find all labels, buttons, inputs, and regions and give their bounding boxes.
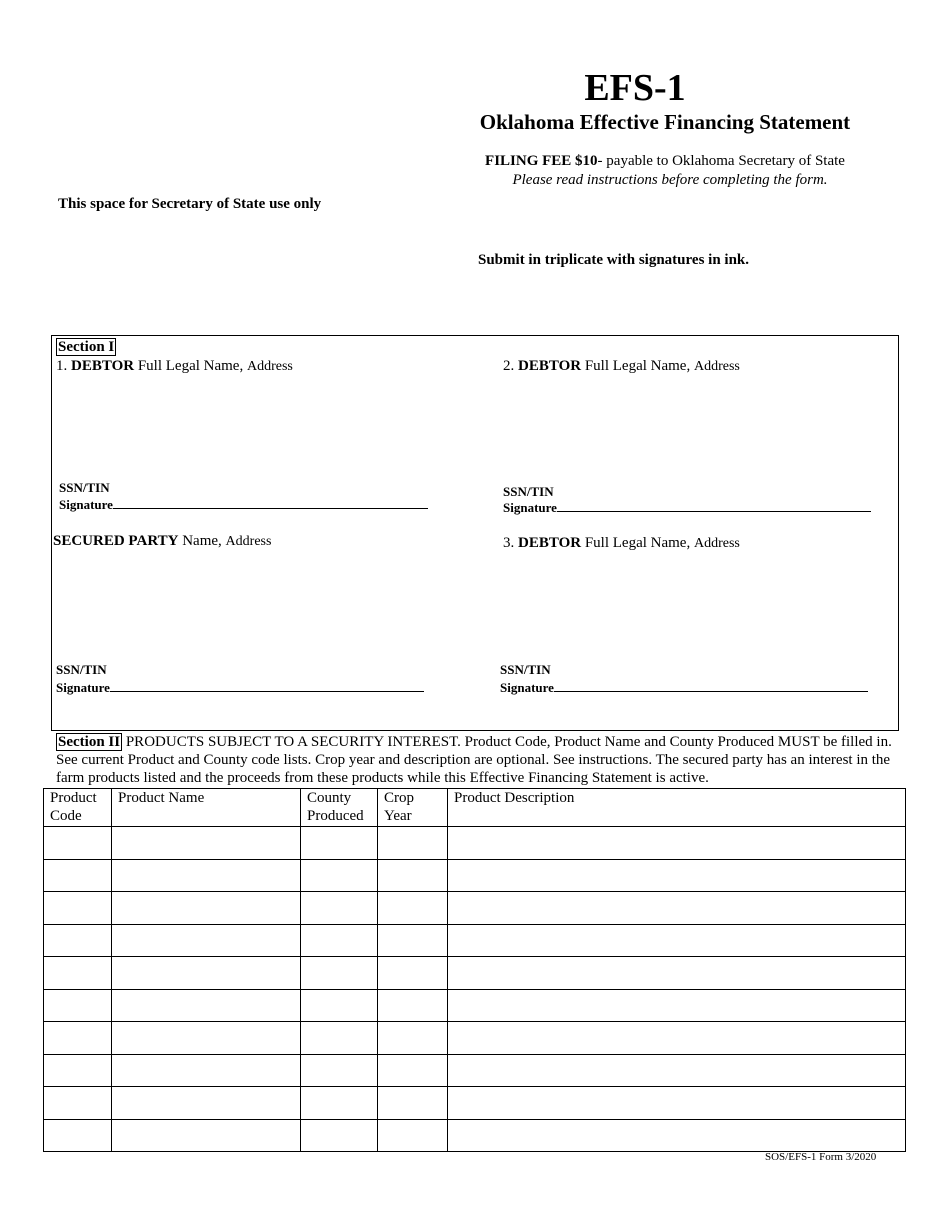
product-name-cell[interactable]	[112, 827, 301, 860]
product-description-cell[interactable]	[448, 1054, 906, 1087]
col-crop-year: Crop Year	[378, 789, 448, 827]
crop-year-cell[interactable]	[378, 1022, 448, 1055]
product-name-cell[interactable]	[112, 892, 301, 925]
crop-year-cell[interactable]	[378, 859, 448, 892]
table-row	[44, 989, 906, 1022]
crop-year-cell[interactable]	[378, 827, 448, 860]
col-product-code: Product Code	[44, 789, 112, 827]
debtor-2-signature-field[interactable]: Signature	[503, 500, 871, 516]
debtor-3-signature-field[interactable]: Signature	[500, 680, 868, 696]
table-row	[44, 859, 906, 892]
county-produced-cell[interactable]	[301, 1087, 378, 1120]
products-table	[43, 788, 906, 1152]
county-produced-cell[interactable]	[301, 1054, 378, 1087]
county-produced-cell[interactable]	[301, 827, 378, 860]
product-name-cell[interactable]	[112, 1054, 301, 1087]
form-number: SOS/EFS-1 Form 3/2020	[765, 1151, 877, 1163]
signature-line[interactable]	[557, 501, 871, 512]
product-description-cell[interactable]	[448, 827, 906, 860]
table-row	[44, 1119, 906, 1152]
form-id: EFS-1	[584, 67, 686, 109]
secured-party-signature-field[interactable]: Signature	[56, 680, 424, 696]
product-code-cell[interactable]	[44, 827, 112, 860]
crop-year-cell[interactable]	[378, 957, 448, 990]
product-description-cell[interactable]	[448, 892, 906, 925]
product-description-cell[interactable]	[448, 989, 906, 1022]
product-description-cell[interactable]	[448, 1119, 906, 1152]
product-code-cell[interactable]	[44, 859, 112, 892]
section-1-label: Section I	[58, 339, 115, 355]
product-name-cell[interactable]	[112, 1087, 301, 1120]
secured-party-ssn-label[interactable]: SSN/TIN	[56, 662, 107, 677]
product-name-cell[interactable]	[112, 859, 301, 892]
col-product-name: Product Name	[112, 789, 301, 827]
section-2-description	[56, 733, 896, 787]
product-name-cell[interactable]	[112, 1119, 301, 1152]
table-row	[44, 1022, 906, 1055]
product-description-cell[interactable]	[448, 924, 906, 957]
county-produced-cell[interactable]	[301, 859, 378, 892]
section-2-text: PRODUCTS SUBJECT TO A SECURITY INTEREST. Product Code, Product Name and County Produced MUST be filled in. See current Product and County code lists. Crop year and description are optional. See instructions. The secured party has an interest in the farm products listed and the proceeds from these products while this Effective Financing Statement is active.	[56, 734, 892, 786]
signature-line[interactable]	[110, 681, 424, 692]
product-code-cell[interactable]	[44, 1054, 112, 1087]
crop-year-cell[interactable]	[378, 892, 448, 925]
product-code-cell[interactable]	[44, 1087, 112, 1120]
county-produced-cell[interactable]	[301, 924, 378, 957]
county-produced-cell[interactable]	[301, 989, 378, 1022]
product-code-cell[interactable]	[44, 1022, 112, 1055]
crop-year-cell[interactable]	[378, 1119, 448, 1152]
product-code-cell[interactable]	[44, 957, 112, 990]
col-product-description: Product Description	[448, 789, 906, 827]
filing-fee	[470, 153, 860, 170]
debtor-2-heading: 2. DEBTOR Full Legal Name, Address	[503, 358, 740, 374]
debtor-1-signature-field[interactable]: Signature	[59, 497, 428, 513]
table-row	[44, 827, 906, 860]
debtor-1-ssn-label[interactable]: SSN/TIN	[59, 480, 110, 495]
instructions-note: Please read instructions before completing the form.	[512, 172, 828, 188]
table-row	[44, 892, 906, 925]
sos-use-only-label: This space for Secretary of State use only	[58, 196, 322, 212]
county-produced-cell[interactable]	[301, 1022, 378, 1055]
filing-fee-payee: - payable to Oklahoma Secretary of State	[597, 153, 845, 169]
debtor-2-ssn-label[interactable]: SSN/TIN	[503, 484, 554, 499]
crop-year-cell[interactable]	[378, 1087, 448, 1120]
table-row	[44, 1087, 906, 1120]
product-name-cell[interactable]	[112, 1022, 301, 1055]
crop-year-cell[interactable]	[378, 1054, 448, 1087]
table-row	[44, 957, 906, 990]
county-produced-cell[interactable]	[301, 957, 378, 990]
product-code-cell[interactable]	[44, 989, 112, 1022]
product-code-cell[interactable]	[44, 892, 112, 925]
product-name-cell[interactable]	[112, 924, 301, 957]
table-header-row	[44, 789, 906, 827]
product-name-cell[interactable]	[112, 989, 301, 1022]
debtor-3-ssn-label[interactable]: SSN/TIN	[500, 662, 551, 677]
signature-line[interactable]	[113, 498, 428, 509]
section-2-label: Section II	[58, 734, 121, 750]
product-description-cell[interactable]	[448, 859, 906, 892]
debtor-1-heading: 1. DEBTOR Full Legal Name, Address	[56, 358, 293, 374]
col-county-produced: County Produced	[301, 789, 378, 827]
product-code-cell[interactable]	[44, 924, 112, 957]
debtor-3-heading: 3. DEBTOR Full Legal Name, Address	[503, 535, 740, 551]
signature-line[interactable]	[554, 681, 868, 692]
product-code-cell[interactable]	[44, 1119, 112, 1152]
table-row	[44, 924, 906, 957]
product-description-cell[interactable]	[448, 1087, 906, 1120]
product-description-cell[interactable]	[448, 957, 906, 990]
county-produced-cell[interactable]	[301, 892, 378, 925]
table-row	[44, 1054, 906, 1087]
county-produced-cell[interactable]	[301, 1119, 378, 1152]
filing-fee-amount: FILING FEE $10	[485, 153, 598, 169]
crop-year-cell[interactable]	[378, 924, 448, 957]
submit-note: Submit in triplicate with signatures in ink.	[478, 252, 750, 268]
crop-year-cell[interactable]	[378, 989, 448, 1022]
product-description-cell[interactable]	[448, 1022, 906, 1055]
secured-party-heading: SECURED PARTY Name, Address	[53, 533, 272, 549]
form-title: Oklahoma Effective Financing Statement	[479, 110, 851, 134]
product-name-cell[interactable]	[112, 957, 301, 990]
